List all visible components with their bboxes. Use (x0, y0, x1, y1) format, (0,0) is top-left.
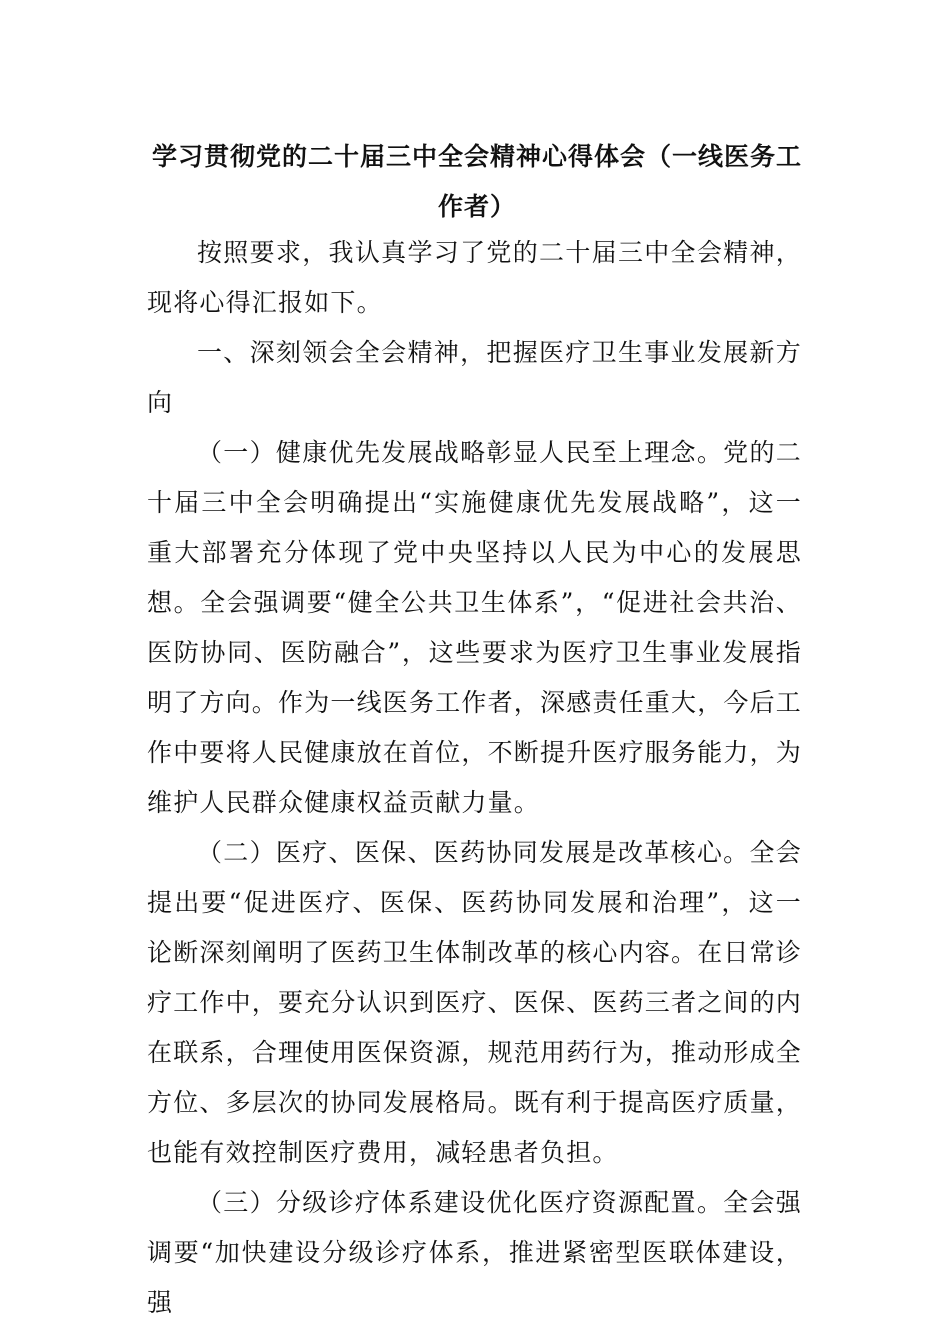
body-paragraph: （三）分级诊疗体系建设优化医疗资源配置。全会强调要“加快建设分级诊疗体系，推进紧密型医联体建设，强 (147, 1188, 802, 1317)
document-body (147, 228, 802, 1328)
intro-paragraph: 按照要求，我认真学习了党的二十届三中全会精神，现将心得汇报如下。 (147, 238, 802, 317)
document-title: 学习贯彻党的二十届三中全会精神心得体会（一线医务工作者） (151, 142, 802, 221)
section-heading: 一、深刻领会全会精神，把握医疗卫生事业发展新方向 (147, 338, 802, 417)
body-paragraph: （一）健康优先发展战略彰显人民至上理念。党的二十届三中全会明确提出“实施健康优先发展战略”，这一重大部署充分体现了党中央坚持以人民为中心的发展思想。全会强调要“健全公共卫生体系”，“促进社会共治、医防协同、医防融合”，这些要求为医疗卫生事业发展指明了方向。作为一线医务工作者，深感责任重大，今后工作中要将人民健康放在首位，不断提升医疗服务能力，为维护人民群众健康权益贡献力量。 (147, 438, 803, 817)
body-paragraph: （二）医疗、医保、医药协同发展是改革核心。全会提出要“促进医疗、医保、医药协同发展和治理”，这一论断深刻阐明了医药卫生体制改革的核心内容。在日常诊疗工作中，要充分认识到医疗、医保、医药三者之间的内在联系，合理使用医保资源，规范用药行为，推动形成全方位、多层次的协同发展格局。既有利于提高医疗质量，也能有效控制医疗费用，减轻患者负担。 (147, 838, 803, 1167)
